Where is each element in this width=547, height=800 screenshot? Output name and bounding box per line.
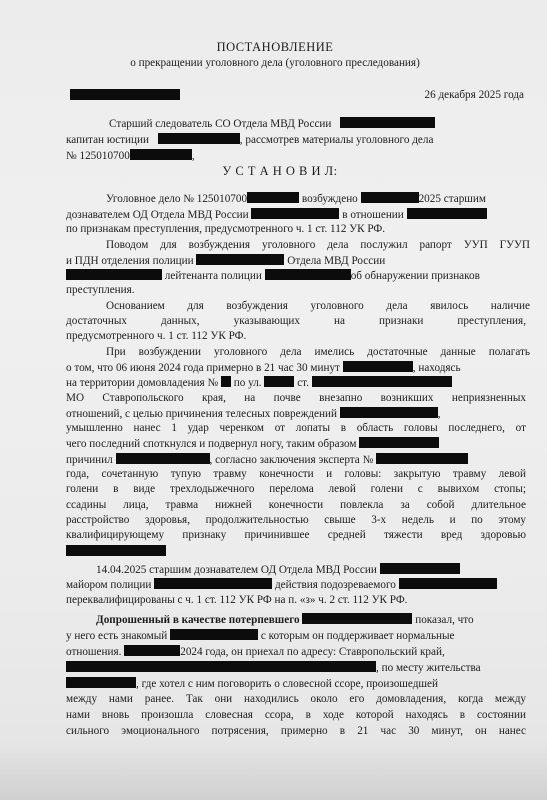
document-title: ПОСТАНОВЛЕНИЕ	[216, 40, 334, 54]
intro-line-1	[109, 117, 529, 131]
redaction-block	[407, 208, 487, 219]
p4-text: ст.	[297, 377, 310, 389]
redaction-block	[380, 563, 460, 574]
p5-line-3: переквалифицированы с ч. 1 ст. 112 УК РФ на п. «з» ч. 2 ст. 112 УК РФ.	[66, 594, 408, 606]
redaction-block	[343, 361, 413, 372]
p4-line-6: умышленно нанес 1 удар черенком от лопаты в область головы последнего, от	[66, 422, 526, 434]
case-number-text: № 125010700	[66, 150, 130, 162]
redaction-block	[340, 407, 438, 418]
p6-line-6: между нами ранее. Так они находились около его домовладения, когда между	[66, 693, 526, 705]
p2-line-4: преступления.	[66, 284, 135, 296]
intro-text: , рассмотрев материалы уголовного дела	[239, 134, 434, 146]
p4-line-8	[66, 453, 526, 467]
redaction-block	[264, 376, 294, 387]
intro-text: ,	[191, 150, 195, 162]
p6-text: у него есть знакомый	[66, 630, 168, 642]
redaction-block	[247, 192, 299, 203]
p4-line-2	[66, 361, 526, 375]
p4-line-13: квалифицирующему признаку причинившее средней тяжести вред здоровью	[66, 529, 526, 541]
p6-text: отношения.	[66, 646, 122, 658]
redaction-block	[399, 578, 497, 589]
redaction-block	[116, 453, 210, 464]
p4-line-4: МО Ставропольского края, на почве внезапно возникших неприязненных	[66, 392, 526, 404]
date-line	[70, 89, 530, 103]
p4-line-3	[66, 376, 526, 390]
p4-text: по ул.	[233, 377, 262, 389]
p4-line-5	[66, 407, 526, 421]
p5-text: 14.04.2025 старшим дознавателем ОД Отдела МВД России	[96, 564, 377, 576]
p4-text: , находясь	[412, 362, 461, 374]
p4-line-1: При возбуждении уголовного дела имелись достаточные данные полагать	[106, 346, 530, 358]
p4-text: ,	[437, 408, 441, 420]
intro-line-2	[66, 133, 526, 147]
p1-text: возбуждено	[301, 193, 358, 205]
redaction-block	[312, 376, 452, 387]
redaction-block	[70, 89, 180, 100]
p4-line-10: голени в виде трехлодыжечного перелома левой голени с вывихом стопы;	[66, 483, 526, 495]
p2-text: об обнаружении признаков	[350, 270, 480, 282]
p2-line-3	[66, 269, 526, 283]
redaction-block	[66, 269, 162, 280]
redaction-block	[124, 645, 180, 656]
p6-line-4	[66, 661, 526, 675]
p3-line-1: Основанием для возбуждения уголовного дела явилось наличие	[106, 300, 530, 312]
p2-text: лейтенанта полиции	[164, 270, 262, 282]
p2-line-2	[66, 254, 526, 268]
p1-text: 2025 старшим	[418, 193, 486, 205]
intro-line-3	[66, 149, 526, 163]
p6-text: показал, что	[415, 614, 474, 626]
p1-text: Уголовное дело № 125010700	[106, 193, 248, 205]
redaction-block	[251, 208, 339, 219]
redaction-block	[158, 133, 240, 144]
document-date: 26 декабря 2025 года	[424, 89, 524, 101]
redaction-block	[196, 254, 284, 265]
redaction-block	[302, 613, 412, 624]
redaction-block	[376, 453, 468, 464]
redaction-block	[340, 117, 435, 128]
p3-line-3: предусмотренного ч. 1 ст. 112 УК РФ.	[66, 330, 247, 342]
p1-line-2	[66, 208, 526, 222]
p1-text: в отношении	[342, 209, 404, 221]
p6-bold-text: Допрошенный в качестве потерпевшего	[96, 614, 300, 626]
redaction-block	[265, 269, 351, 280]
p2-text: Отдела МВД России	[287, 255, 386, 267]
redaction-block	[66, 545, 166, 556]
p4-text: отношений, с целью причинения телесных повреждений	[66, 408, 337, 420]
p4-line-12: расстройство здоровья, продолжительностью свыше 3-х недель и по этому	[66, 514, 526, 526]
p4-line-11: ссадины лица, травма нижней конечности повлекла за собой длительное	[66, 499, 526, 511]
p6-text: 2024 года, он приехал по адресу: Ставропольский край,	[180, 646, 445, 658]
p2-text: и ПДН отделения полиции	[66, 255, 194, 267]
redaction-block	[130, 149, 192, 160]
p5-text: действия подозреваемого	[274, 579, 396, 591]
p5-line-2	[66, 578, 526, 592]
p4-line-14	[66, 545, 526, 559]
ustanovil-heading: У С Т А Н О В И Л:	[222, 164, 338, 178]
p4-text: на территории домовладения №	[66, 377, 219, 389]
p4-line-9: года, сочетанную тупую травму конечности и головы: закрытую травму левой	[66, 468, 526, 480]
p2-line-1: Поводом для возбуждения уголовного дела послужил рапорт УУП ГУУП	[106, 239, 530, 251]
redaction-block	[221, 376, 231, 387]
p6-line-1	[96, 613, 530, 627]
p5-text: майором полиции	[66, 579, 152, 591]
p1-text: дознавателем ОД Отдела МВД России	[66, 209, 249, 221]
redaction-block	[361, 192, 419, 203]
p4-text: о том, что 06 июня 2024 года примерно в 21 час 30 минут	[66, 362, 340, 374]
p1-line-1	[106, 192, 530, 206]
redaction-block	[359, 437, 439, 448]
p6-line-7: нами вновь произошла словесная ссора, в ходе которой находясь в состоянии	[66, 709, 526, 721]
p3-line-2: достаточных данных, указывающих на признаки преступления,	[66, 315, 526, 327]
intro-text: капитан юстиции	[66, 134, 149, 146]
p6-text: , по месту жительства	[376, 662, 481, 674]
p4-text: причинил	[66, 454, 113, 466]
redaction-block	[170, 629, 258, 640]
p6-line-5	[66, 677, 526, 691]
p4-text: , согласно заключения эксперта №	[209, 454, 374, 466]
p4-text: чего последний споткнулся и подвернул ногу, таким образом	[66, 438, 357, 450]
redaction-block	[66, 661, 376, 672]
p6-line-8: сильного эмоционального потрясения, примерно в 21 час 30 минут, он нанес	[66, 725, 526, 737]
p1-line-3: по признакам преступления, предусмотренного ч. 1 ст. 112 УК РФ.	[66, 223, 386, 235]
p6-line-3	[66, 645, 526, 659]
p4-line-7	[66, 437, 526, 451]
redaction-block	[154, 578, 272, 589]
document-subtitle: о прекращении уголовного дела (уголовного преследования)	[130, 57, 420, 69]
p6-text: , где хотел с ним поговорить о словесной ссоре, произошедшей	[136, 678, 438, 690]
p5-line-1	[96, 563, 530, 577]
p6-text: с которым он поддерживает нормальные	[260, 630, 455, 642]
p6-line-2	[66, 629, 526, 643]
redaction-block	[66, 677, 136, 688]
intro-text: Старший следователь СО Отдела МВД России	[109, 118, 332, 130]
